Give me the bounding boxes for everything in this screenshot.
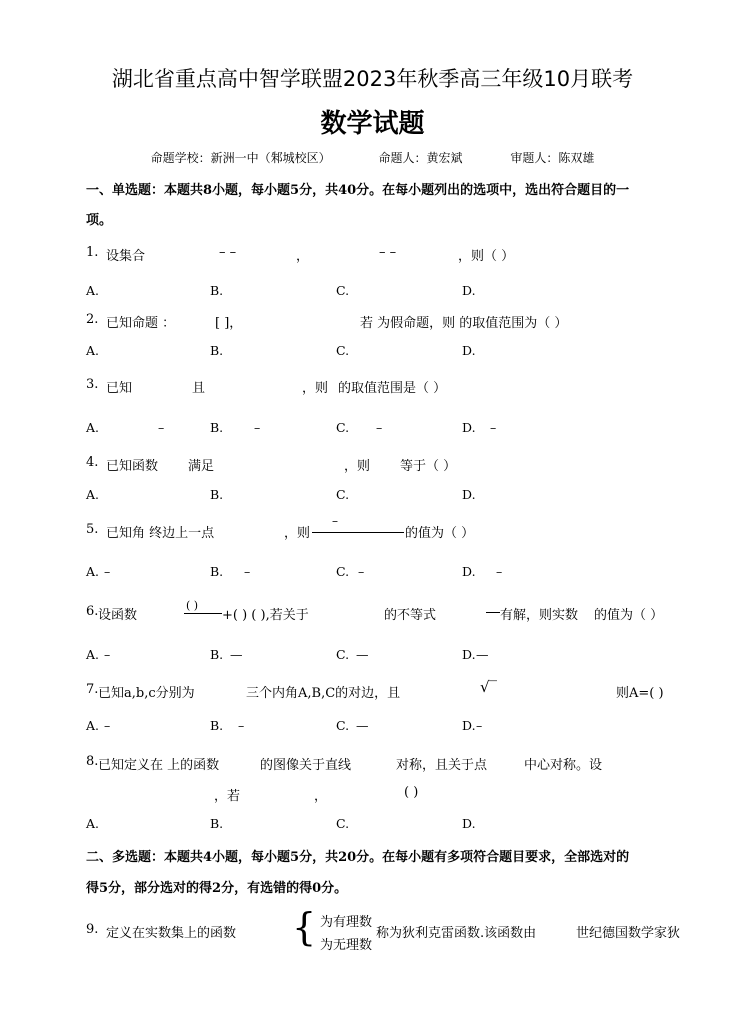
q8-text-3: 对称，且关于点 (396, 758, 488, 773)
q7-mark-d: – (476, 718, 483, 733)
author-line (0, 149, 745, 166)
q5-mark-b: – (244, 564, 251, 579)
q5-tail: 的值为（ ） (405, 526, 475, 541)
q5-mark-a: – (104, 564, 111, 579)
q2-option-c: C. (336, 343, 350, 358)
q8-line2-sep: ， (314, 789, 328, 804)
q3-tail: 的取值范围是（ ） (338, 381, 447, 396)
q1-option-b: B. (210, 283, 224, 298)
q8-number: 8. (86, 754, 99, 769)
q5-top-mark: – (332, 514, 338, 528)
q3-mark-d: – (490, 420, 497, 435)
q3-option-b: B. (210, 420, 224, 435)
q4-number: 4. (86, 455, 99, 470)
q8-option-b: B. (210, 816, 224, 831)
q8-text: 已知定义在 上的函数 (98, 758, 220, 773)
q3-option-a: A. (86, 420, 100, 435)
q6-option-a: A. (86, 647, 100, 662)
q8-option-c: C. (336, 816, 350, 831)
section2-heading: 二、多选题：本题共4小题，每小题5分，共20分。在每小题有多项符合题目要求，全部选对的 (86, 850, 630, 865)
q1-tail: ，则（ ） (458, 249, 515, 264)
q6-mark-d: — (476, 647, 489, 662)
q6-text: 设函数 (98, 608, 138, 623)
exam-title: 湖北省重点高中智学联盟2023年秋季高三年级10月联考 (111, 67, 634, 91)
q7-number: 7. (86, 682, 99, 697)
q6-mark-c: — (356, 647, 369, 662)
q8-option-a: A. (86, 816, 100, 831)
q7-text: 已知a,b,c分别为 (98, 686, 195, 701)
q7-mark-c: — (356, 718, 369, 733)
q6-numerator: ( ) (186, 599, 199, 612)
q5-mark-c: – (358, 564, 365, 579)
q1-option-d: D. (462, 283, 476, 298)
q3-number: 3. (86, 377, 99, 392)
q9-piecewise-brace: { (292, 905, 317, 949)
q9-number: 9. (86, 922, 99, 937)
q4-then: ，则 (344, 459, 371, 474)
q7-text-2: 三个内角A,B,C的对边，且 (246, 686, 401, 701)
q2-option-d: D. (462, 343, 476, 358)
q9-text-3: 世纪德国数学家狄 (576, 926, 681, 941)
q6-tail: 的值为（ ） (594, 608, 664, 623)
q1-mark-1: – – (219, 245, 237, 260)
author-school: 命题学校：新洲一中（邾城校区） (150, 151, 331, 165)
q9-case-irrational: 为无理数 (320, 938, 373, 953)
author-setter: 命题人：黄宏斌 (378, 151, 463, 165)
q4-option-b: B. (210, 487, 224, 502)
q7-option-d: D. (462, 718, 476, 733)
q5-text: 已知角 终边上一点 (106, 526, 215, 541)
q8-line2-if: ，若 (214, 789, 241, 804)
q6-fraction-bar (184, 613, 222, 614)
q4-option-c: C. (336, 487, 350, 502)
q1-sep: ， (296, 249, 310, 264)
q1-option-a: A. (86, 283, 100, 298)
q1-number: 1. (86, 245, 99, 260)
q9-case-rational: 为有理数 (320, 915, 373, 930)
q2-tail: 若 为假命题，则 的取值范围为（ ） (360, 316, 568, 331)
q5-mark-d: – (496, 564, 503, 579)
q2-text: 已知命题 ： (106, 316, 176, 331)
q9-text-2: 称为狄利克雷函数.该函数由 (376, 926, 537, 941)
q8-option-d: D. (462, 816, 476, 831)
q4-satisfies: 满足 (188, 459, 215, 474)
q8-text-2: 的图像关于直线 (260, 758, 352, 773)
q7-option-b: B. (210, 718, 224, 733)
q6-mark-a: – (104, 647, 111, 662)
q7-tail: 则A=( ) (616, 686, 664, 701)
author-reviewer: 审题人：陈双雄 (510, 151, 595, 165)
q7-mark-b: – (238, 718, 245, 733)
q7-sqrt: √‾ (480, 678, 498, 696)
q1-text: 设集合 (106, 249, 146, 264)
q3-then: ，则 (302, 381, 329, 396)
q9-text: 定义在实数集上的函数 (106, 926, 237, 941)
q5-option-b: B. (210, 564, 224, 579)
q8-line2-paren: ( ) (404, 785, 419, 800)
q5-option-d: D. (462, 564, 476, 579)
q5-option-c: C. (336, 564, 350, 579)
q3-mark-c: – (376, 420, 383, 435)
q6-mark-b: — (230, 647, 243, 662)
q6-option-b: B. (210, 647, 224, 662)
q3-text: 已知 (106, 381, 133, 396)
q7-option-a: A. (86, 718, 100, 733)
section1-heading: 一、单选题：本题共8小题，每小题5分，共40分。在每小题列出的选项中，选出符合题目的一 (86, 183, 630, 198)
q2-number: 2. (86, 312, 99, 327)
section1-heading-cont: 项。 (86, 213, 113, 228)
q7-mark-a: – (104, 718, 111, 733)
q3-and: 且 (192, 381, 206, 396)
q4-option-d: D. (462, 487, 476, 502)
q2-option-a: A. (86, 343, 100, 358)
q3-mark-b: – (254, 420, 261, 435)
q4-option-a: A. (86, 487, 100, 502)
q8-text-4: 中心对称。设 (524, 758, 603, 773)
q3-mark-a: – (158, 420, 165, 435)
exam-subtitle: 数学试题 (320, 109, 425, 139)
q1-option-c: C. (336, 283, 350, 298)
q5-option-a: A. (86, 564, 100, 579)
q4-tail: 等于（ ） (400, 459, 457, 474)
q6-option-d: D. (462, 647, 476, 662)
q6-ineq-bar (486, 612, 500, 613)
q2-interval: [ ]， (215, 316, 243, 331)
q5-number: 5. (86, 522, 99, 537)
q6-number: 6. (86, 604, 99, 619)
q5-then: ，则 (284, 526, 311, 541)
q6-option-c: C. (336, 647, 350, 662)
q1-mark-2: – – (379, 245, 397, 260)
q6-expr: +( ) ( ),若关于 (222, 608, 309, 623)
q4-text: 已知函数 (106, 459, 159, 474)
q3-option-d: D. (462, 420, 476, 435)
q2-option-b: B. (210, 343, 224, 358)
q6-solvable: 有解，则实数 (500, 608, 579, 623)
section2-heading-cont: 得5分，部分选对的得2分，有选错的得0分。 (86, 881, 348, 896)
q6-inequality: 的不等式 (384, 608, 437, 623)
q3-option-c: C. (336, 420, 350, 435)
q5-fraction-bar (312, 532, 404, 533)
q7-option-c: C. (336, 718, 350, 733)
